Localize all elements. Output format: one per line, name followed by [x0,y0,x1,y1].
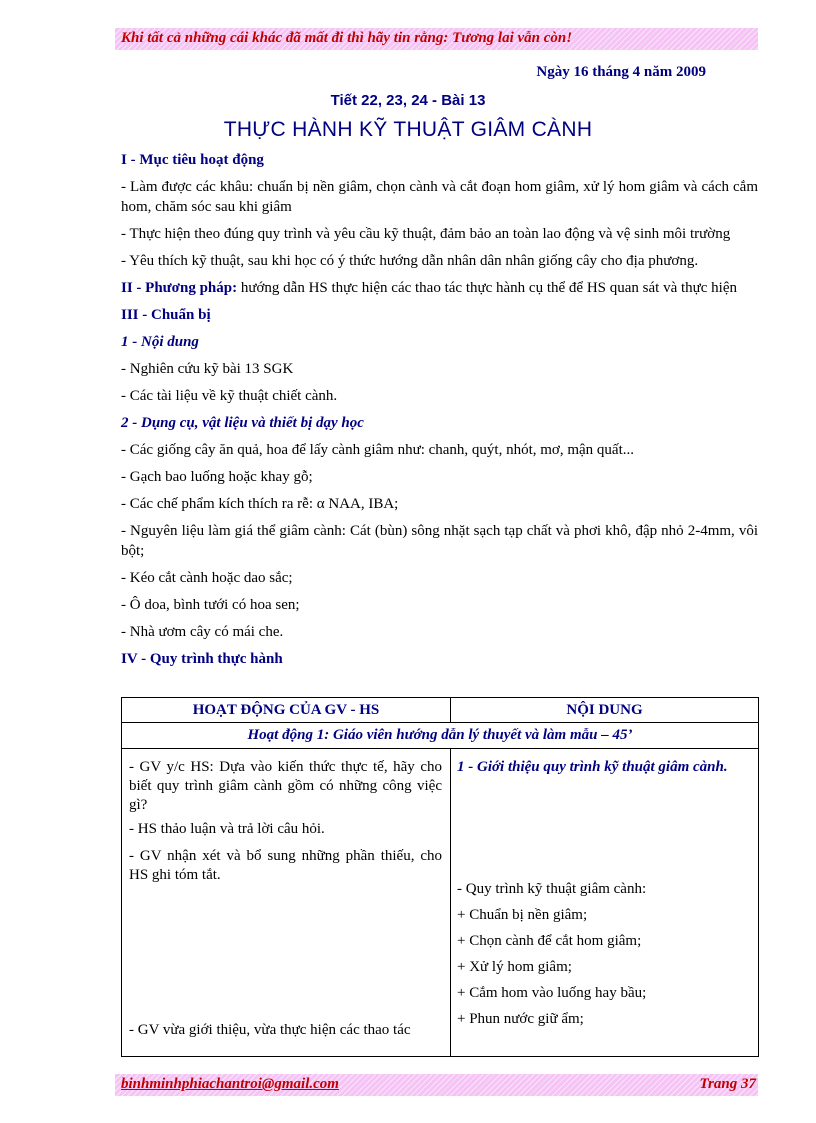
activities-cell [122,749,451,1057]
table-header-activities: HOẠT ĐỘNG CỦA GV - HS [122,698,451,723]
date-line: Ngày 16 tháng 4 năm 2009 [536,64,706,80]
section3-heading: III - Chuẩn bị [121,307,211,323]
content-item: + Chuẩn bị nền giâm; [457,907,588,923]
section3-sub1-heading: 1 - Nội dung [121,334,199,350]
content-item: + Xử lý hom giâm; [457,959,572,975]
list-item: - Nhà ươm cây có mái che. [121,624,284,640]
content-item: + Cắm hom vào luống hay bầu; [457,985,647,1001]
section1-item: - Thực hiện theo đúng quy trình và yêu cầu kỹ thuật, đảm bảo an toàn lao động và vệ sinh môi trường [121,226,731,242]
footer-email: binhminhphiachantroi@gmail.com [121,1076,339,1092]
page-number: Trang 37 [699,1076,756,1092]
section2-text: hướng dẫn HS thực hiện các thao tác thực hành cụ thể để HS quan sát và thực hiện [237,280,738,296]
content-item: + Phun nước giữ ẩm; [457,1011,584,1027]
page-title: THỰC HÀNH KỸ THUẬT GIÂM CÀNH [223,118,593,141]
list-item: - Các tài liệu về kỹ thuật chiết cành. [121,388,338,404]
main-content [121,150,758,669]
list-item: - Ô doa, bình tưới có hoa sen; [121,597,300,613]
section2-label: II - Phương pháp: [121,280,238,296]
activity-item: - GV nhận xét và bổ sung những phần thiếu, cho HS ghi tóm tắt. [129,848,442,883]
list-item: - Gạch bao luống hoặc khay gỗ; [121,469,313,485]
activity-item: - GV vừa giới thiệu, vừa thực hiện các thao tác [129,1022,411,1038]
table-header-content: NỘI DUNG [451,698,759,723]
content-item: - Quy trình kỹ thuật giâm cành: [457,881,647,897]
content-cell [451,749,759,1057]
section1-item: - Yêu thích kỹ thuật, sau khi học có ý thức hướng dẫn nhân dân nhân giống cây cho địa phương. [121,253,699,269]
list-item: - Các chế phẩm kích thích ra rễ: α NAA, IBA; [121,496,399,512]
section3-sub2-heading: 2 - Dụng cụ, vật liệu và thiết bị dạy học [121,415,364,431]
content-section-heading: 1 - Giới thiệu quy trình kỹ thuật giâm cành. [457,759,728,775]
activity-item: - GV y/c HS: Dựa vào kiến thức thực tế, hãy cho biết quy trình giâm cành gồm có những công việc gì? [129,759,442,813]
section2-paragraph [121,278,758,298]
procedure-table [121,697,759,1057]
list-item: - Nguyên liệu làm giá thể giâm cành: Cát (bùn) sông nhặt sạch tạp chất và phơi khô, đập nhỏ 2-4mm, vôi bột; [121,523,758,559]
section1-item: - Làm được các khâu: chuẩn bị nền giâm, chọn cành và cắt đoạn hom giâm, xử lý hom giâm và cách cắm hom, chăm sóc sau khi giâm [121,179,758,215]
header-banner [115,28,758,50]
list-item: - Nghiên cứu kỹ bài 13 SGK [121,361,294,377]
list-item: - Các giống cây ăn quả, hoa để lấy cành giâm như: chanh, quýt, nhót, mơ, mận quất... [121,442,635,458]
list-item: - Kéo cắt cành hoặc dao sắc; [121,570,293,586]
section1-heading: I - Mục tiêu hoạt động [121,152,264,168]
content-item: + Chọn cành để cắt hom giâm; [457,933,642,949]
section4-heading: IV - Quy trình thực hành [121,651,283,667]
lesson-number: Tiết 22, 23, 24 - Bài 13 [330,92,486,109]
footer-banner [115,1074,758,1096]
activity-item: - HS thảo luận và trả lời câu hỏi. [129,821,325,837]
activity-title: Hoạt động 1: Giáo viên hướng dẫn lý thuyết và làm mẫu – 45’ [122,723,759,749]
header-quote: Khi tất cả những cái khác đã mất đi thì hãy tin rằng: Tương lai vẫn còn! [121,30,573,46]
